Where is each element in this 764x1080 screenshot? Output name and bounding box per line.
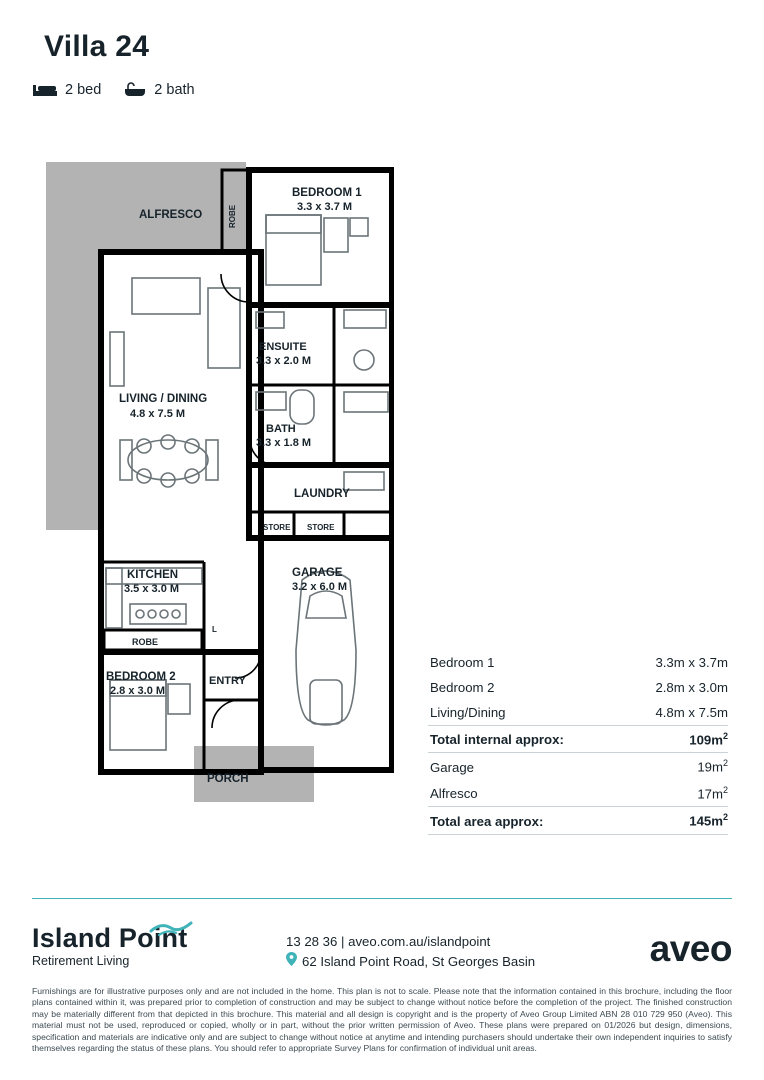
footer-divider (32, 898, 732, 899)
schedule-label: Bedroom 2 (430, 680, 495, 695)
schedule-value: 3.3m x 3.7m (655, 655, 728, 670)
room-label-porch: PORCH (207, 773, 249, 785)
room-dims-kitchen: 3.5 x 3.0 M (124, 583, 180, 595)
disclaimer-text: Furnishings are for illustrative purposes only and are not included in the home. This plan is not to scale. Please note that the information contained in this brochure, including the floor plans contained within it, was prepared prior to completion of construction and may be subject to change without notice before the completion of the project. The finished construction may be materially different from that depicted in this brochure. This material and all design is copyright and is the property of Aveo Group Limited ABN 28 010 729 950 (Aveo). This material must not be used, reproduced or copied, wholly or in part, without the prior written permission of Aveo. These plans were prepared on 01/2026 but design, dimensions, specification and materials are indicative only and are subject to change without notice at anytime and intending purchasers should undertake their own independent inquiries to satisfy themselves regarding the status of these plans. You should refer to appropriate Survey Plans for confirmation of individual unit areas. (32, 986, 732, 1054)
spec-bath-label: 2 bath (154, 82, 195, 98)
schedule-label: Alfresco (430, 786, 478, 802)
schedule-label: Total internal approx: (430, 732, 564, 748)
room-label-ensuite: ENSUITE (259, 341, 307, 353)
room-label-laundry: LAUNDRY (294, 488, 350, 500)
schedule-value: 19m (697, 759, 723, 775)
room-label-bedroom2: BEDROOM 2 (106, 671, 176, 683)
schedule-row (428, 753, 728, 779)
room-dims-bedroom2: 2.8 x 3.0 M (110, 685, 166, 697)
room-label-living: LIVING / DINING (119, 393, 208, 405)
room-label-garage: GARAGE (292, 567, 343, 579)
schedule-value-sup: 2 (722, 731, 728, 741)
spec-bath (123, 82, 194, 98)
room-dims-living: 4.8 x 7.5 M (130, 408, 186, 420)
contact-block (286, 932, 535, 973)
brand-name: Island Point (32, 923, 188, 953)
brand-logo (32, 924, 187, 968)
bed-icon (32, 82, 58, 98)
area-schedule (428, 650, 728, 835)
floor-plan (44, 160, 394, 820)
schedule-value: 145m (689, 813, 723, 829)
room-label-bath: BATH (266, 423, 296, 435)
room-label-alfresco: ALFRESCO (139, 209, 203, 221)
aveo-logo: aveo (649, 928, 732, 969)
schedule-row-total-area (428, 807, 728, 834)
room-label-store-2: STORE (307, 523, 335, 532)
schedule-label: Living/Dining (430, 705, 506, 720)
schedule-value-sup: 2 (722, 812, 728, 823)
room-dims-bedroom1: 3.3 x 3.7 M (297, 201, 353, 213)
schedule-value-sup: 2 (722, 758, 728, 769)
schedule-value: 109m (689, 732, 723, 748)
website-link[interactable]: aveo.com.au/islandpoint (348, 934, 491, 949)
phone-number[interactable]: 13 28 36 (286, 934, 338, 949)
wave-icon (149, 920, 193, 941)
room-label-entry: ENTRY (209, 675, 246, 687)
room-dims-bath: 3.3 x 1.8 M (256, 437, 312, 449)
brand-tagline: Retirement Living (32, 954, 130, 969)
schedule-row (428, 700, 728, 726)
schedule-row (428, 780, 728, 807)
schedule-value-sup: 2 (722, 784, 728, 795)
page-title: Villa 24 (44, 30, 150, 63)
spec-bed (32, 82, 101, 98)
spec-list (32, 82, 195, 98)
schedule-value: 4.8m x 7.5m (655, 705, 728, 720)
schedule-value: 17m (697, 786, 723, 802)
room-label-linen: L (212, 625, 217, 634)
separator: | (341, 934, 349, 949)
schedule-label: Garage (430, 759, 474, 775)
location-pin-icon (286, 952, 297, 972)
schedule-row (428, 675, 728, 700)
room-label-robe-1: ROBE (228, 204, 237, 228)
room-dims-ensuite: 3.3 x 2.0 M (256, 355, 312, 367)
schedule-value: 2.8m x 3.0m (655, 680, 728, 695)
bath-icon (123, 82, 147, 98)
schedule-row-total-internal (428, 726, 728, 753)
room-dims-garage: 3.2 x 6.0 M (292, 581, 348, 593)
spec-bed-label: 2 bed (65, 82, 102, 98)
schedule-label: Bedroom 1 (430, 655, 495, 670)
room-label-bedroom1: BEDROOM 1 (292, 187, 362, 199)
address: 62 Island Point Road, St Georges Basin (302, 954, 536, 970)
schedule-row (428, 650, 728, 675)
room-label-robe-2: ROBE (132, 637, 159, 647)
schedule-label: Total area approx: (430, 813, 544, 829)
room-label-kitchen: KITCHEN (127, 569, 179, 581)
room-label-store-1: STORE (263, 523, 291, 532)
